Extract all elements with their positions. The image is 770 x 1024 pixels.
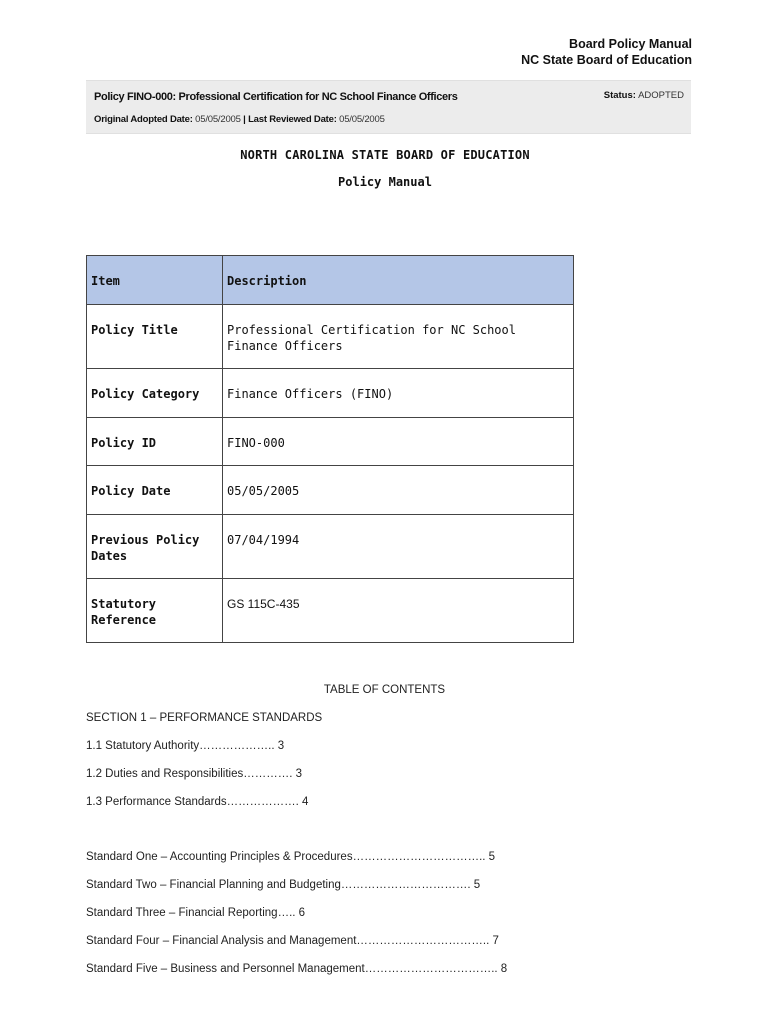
adopted-date-value: 05/05/2005 [195,114,241,125]
date-separator: | [243,114,246,125]
toc-title: TABLE OF CONTENTS [323,684,446,696]
row-key: Previous Policy Dates [87,515,223,579]
column-header-description: Description [223,256,574,305]
document-subheading: Policy Manual [338,175,432,189]
toc-standard[interactable]: Standard Four – Financial Analysis and Management…………………………….. 7 [86,935,499,947]
policy-info-table [86,255,574,643]
row-value: 05/05/2005 [223,466,574,515]
manual-header [521,37,692,68]
manual-title: Board Policy Manual [569,37,692,51]
row-value: Finance Officers (FINO) [223,369,574,418]
adopted-date-label: Original Adopted Date: [94,114,193,125]
reviewed-date-label: Last Reviewed Date: [248,114,337,125]
table-header-row [87,256,574,305]
row-value: Professional Certification for NC School Finance Officers [223,305,574,369]
toc-item[interactable]: 1.3 Performance Standards………………. 4 [86,796,309,808]
table-row [87,466,574,515]
policy-info-bar [86,80,691,134]
row-key: Policy Category [87,369,223,418]
table-row [87,305,574,369]
table-row [87,369,574,418]
column-header-item: Item [87,256,223,305]
toc-standard[interactable]: Standard Five – Business and Personnel Management…………………………….. 8 [86,963,508,975]
policy-dates [94,114,385,125]
row-key: Policy ID [87,418,223,466]
reviewed-date-value: 05/05/2005 [339,114,385,125]
toc-item[interactable]: 1.1 Statutory Authority……………….. 3 [86,740,285,752]
row-value: 07/04/1994 [223,515,574,579]
toc-section-heading: SECTION 1 – PERFORMANCE STANDARDS [86,712,323,724]
policy-title: Policy FINO-000: Professional Certification for NC School Finance Officers [94,91,458,103]
document-heading: NORTH CAROLINA STATE BOARD OF EDUCATION [240,148,530,162]
row-key: Policy Title [87,305,223,369]
toc-standard[interactable]: Standard Two – Financial Planning and Budgeting……………………………. 5 [86,879,481,891]
policy-status [604,90,684,101]
table-row [87,579,574,643]
table-row [87,515,574,579]
row-value: GS 115C-435 [223,579,574,643]
manual-organization: NC State Board of Education [521,52,692,67]
toc-item[interactable]: 1.2 Duties and Responsibilities…………. 3 [86,768,303,780]
toc-standard[interactable]: Standard One – Accounting Principles & Procedures…………………………….. 5 [86,851,496,863]
status-label: Status: [603,90,636,101]
table-row [87,418,574,466]
toc-standard[interactable]: Standard Three – Financial Reporting….. 6 [86,907,306,919]
row-value: FINO-000 [223,418,574,466]
row-key: Statutory Reference [87,579,223,643]
row-key: Policy Date [87,466,223,515]
status-value: ADOPTED [638,90,684,101]
